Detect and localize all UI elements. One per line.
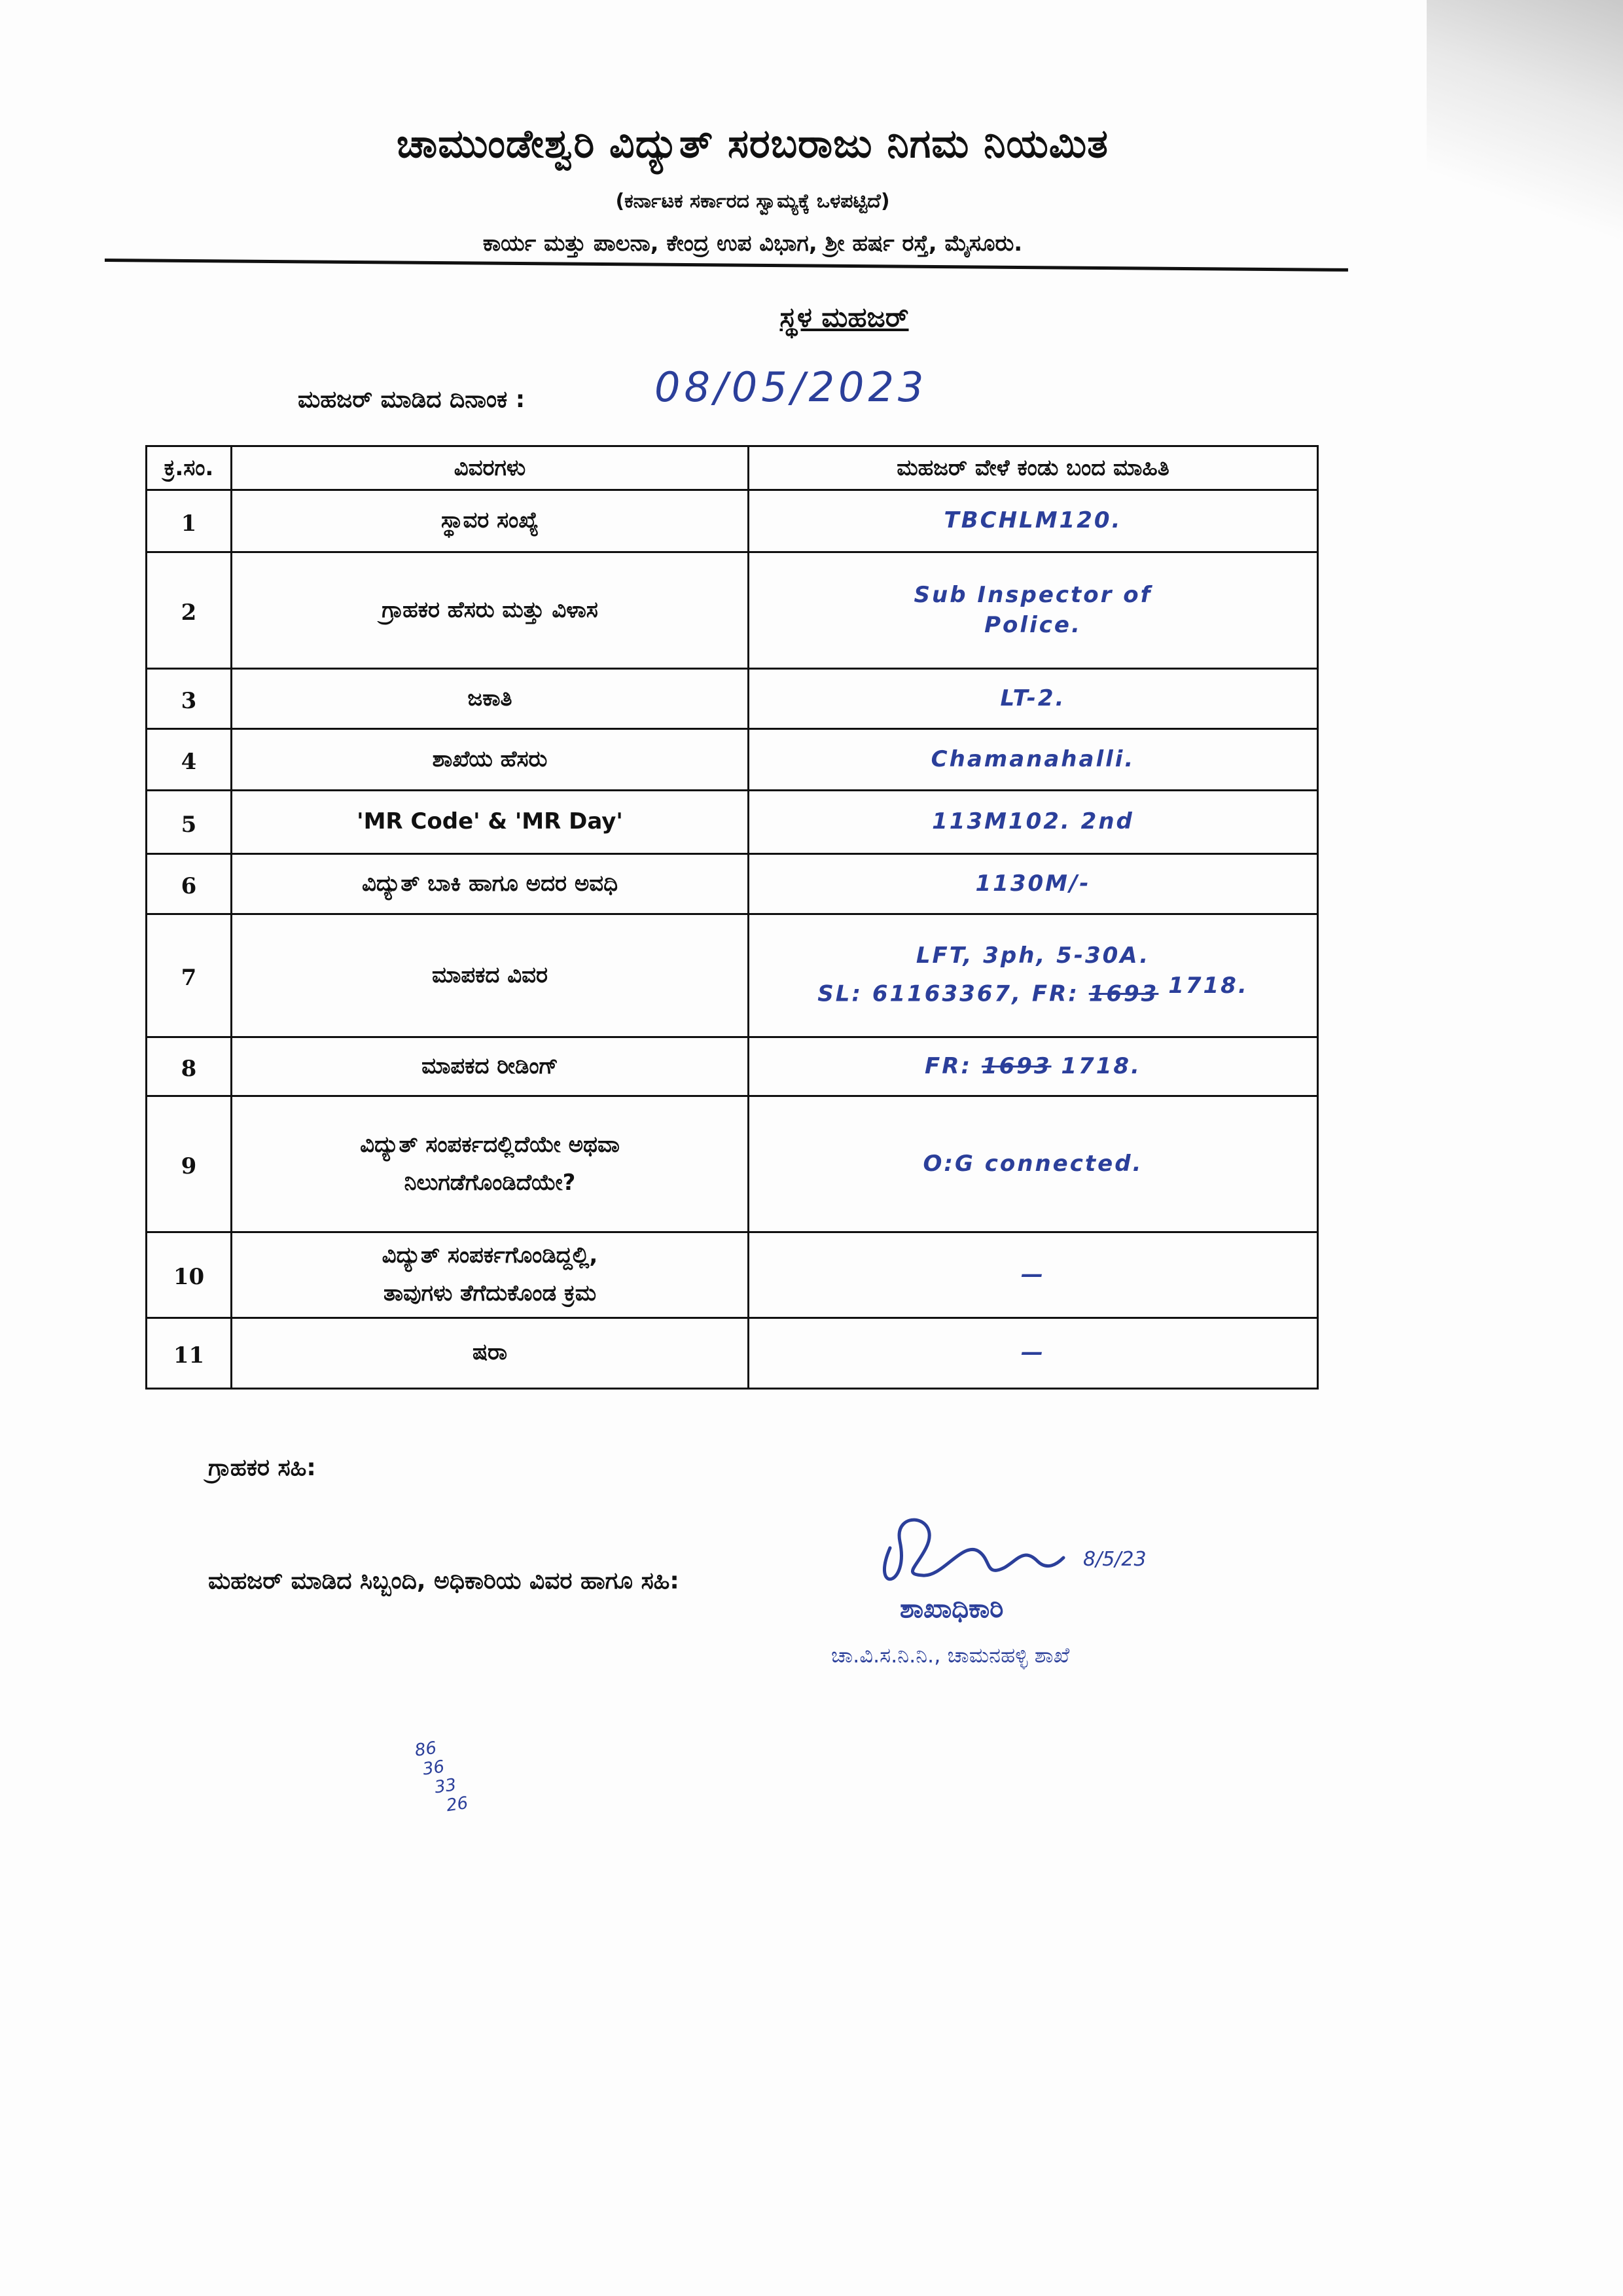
final-reading: 1718.	[1061, 1052, 1141, 1079]
table-header-row	[147, 446, 1318, 490]
row-value: 113M102. 2nd	[749, 791, 1318, 854]
row-number: 9	[147, 1096, 232, 1232]
officer-signature	[864, 1502, 1147, 1596]
row-value: LT-2.	[749, 669, 1318, 729]
header-observed: ಮಹಜರ್ ವೇಳೆ ಕಂಡು ಬಂದ ಮಾಹಿತಿ	[749, 446, 1318, 490]
stamp-title: ಶಾಖಾಧಿಕಾರಿ	[900, 1594, 1004, 1624]
stamp-office: ಚಾ.ವಿ.ಸ.ನಿ.ನಿ., ಚಾಮನಹಳ್ಳಿ ಶಾಖೆ	[831, 1643, 1070, 1668]
row-number: 2	[147, 552, 232, 669]
row-number: 10	[147, 1232, 232, 1318]
table-row	[147, 854, 1318, 914]
table-row	[147, 490, 1318, 552]
struck-reading: 1693	[981, 1052, 1052, 1079]
row-item-line: ನಿಲುಗಡೆಗೊಂಡಿದೆಯೇ?	[404, 1169, 576, 1196]
signature-date: 8/5/23	[1083, 1548, 1147, 1571]
margin-note: 36	[421, 1757, 446, 1780]
document-heading: ಸ್ಥಳ ಮಹಜರ್	[779, 301, 909, 333]
table-row	[147, 1318, 1318, 1388]
row-number: 1	[147, 490, 232, 552]
table-row	[147, 552, 1318, 669]
table-row	[147, 669, 1318, 729]
header-rule	[105, 259, 1348, 272]
row-value-line: Sub Inspector of	[914, 581, 1152, 608]
row-value: —	[749, 1232, 1318, 1318]
row-number: 6	[147, 854, 232, 914]
row-item-line: ವಿದ್ಯುತ್ ಸಂಪರ್ಕಗೊಂಡಿದ್ದಲ್ಲಿ,	[382, 1242, 598, 1268]
row-item: ಮಾಪಕದ ವಿವರ	[232, 914, 749, 1037]
mahazar-table	[145, 445, 1319, 1390]
table-row	[147, 1096, 1318, 1232]
row-item: ಶಾಖೆಯ ಹೆಸರು	[232, 729, 749, 791]
row-value: 1130M/-	[749, 854, 1318, 914]
header-serial: ಕ್ರ.ಸಂ.	[147, 446, 232, 490]
table-row	[147, 729, 1318, 791]
row-value: —	[749, 1318, 1318, 1388]
row-number: 8	[147, 1037, 232, 1096]
meter-serial: SL: 61163367, FR:	[817, 980, 1079, 1007]
row-value: Chamanahalli.	[749, 729, 1318, 791]
date-label: ಮಹಜರ್ ಮಾಡಿದ ದಿನಾಂಕ :	[298, 386, 526, 413]
table-row	[147, 791, 1318, 854]
row-value: O:G connected.	[749, 1096, 1318, 1232]
staff-signature-label: ಮಹಜರ್ ಮಾಡಿದ ಸಿಬ್ಬಂದಿ, ಅಧಿಕಾರಿಯ ವಿವರ ಹಾಗೂ ಸಹಿ:	[208, 1568, 679, 1594]
row-item: ಗ್ರಾಹಕರ ಹೆಸರು ಮತ್ತು ವಿಳಾಸ	[232, 552, 749, 669]
table-row	[147, 914, 1318, 1037]
row-number: 4	[147, 729, 232, 791]
row-value	[749, 1037, 1318, 1096]
row-item: ಸ್ಥಾವರ ಸಂಖ್ಯೆ	[232, 490, 749, 552]
row-item	[232, 1232, 749, 1318]
row-value: TBCHLM120.	[749, 490, 1318, 552]
header-details: ವಿವರಗಳು	[232, 446, 749, 490]
company-title: ಚಾಮುಂಡೇಶ್ವರಿ ವಿದ್ಯುತ್ ಸರಬರಾಜು ನಿಗಮ ನಿಯಮಿತ	[397, 121, 1109, 167]
row-item: 'MR Code' & 'MR Day'	[232, 791, 749, 854]
row-item	[232, 1096, 749, 1232]
date-row	[298, 363, 928, 414]
struck-reading: 1693	[1088, 980, 1159, 1007]
row-value-line	[756, 971, 1310, 1009]
margin-notes	[414, 1735, 469, 1819]
margin-note: 26	[445, 1793, 470, 1816]
row-number: 7	[147, 914, 232, 1037]
row-value-line: Police.	[984, 611, 1082, 638]
row-number: 11	[147, 1318, 232, 1388]
row-value	[749, 552, 1318, 669]
row-item: ವಿದ್ಯುತ್ ಬಾಕಿ ಹಾಗೂ ಅದರ ಅವಧಿ	[232, 854, 749, 914]
row-value	[749, 914, 1318, 1037]
customer-signature-label: ಗ್ರಾಹಕರ ಸಹಿ:	[208, 1454, 316, 1481]
corrected-reading: 1718.	[1168, 973, 1249, 999]
date-value: 08/05/2023	[654, 363, 928, 411]
row-item: ಷರಾ	[232, 1318, 749, 1388]
margin-note: 33	[433, 1775, 458, 1798]
company-subtitle: (ಕರ್ನಾಟಕ ಸರ್ಕಾರದ ಸ್ವಾಮ್ಯಕ್ಕೆ ಒಳಪಟ್ಟಿದೆ)	[615, 190, 890, 213]
row-item-line: ವಿದ್ಯುತ್ ಸಂಪರ್ಕದಲ್ಲಿದೆಯೇ ಅಥವಾ	[360, 1131, 620, 1158]
row-number: 3	[147, 669, 232, 729]
row-item: ಮಾಪಕದ ರೀಡಿಂಗ್	[232, 1037, 749, 1096]
margin-note: 86	[413, 1738, 438, 1761]
row-value-line: LFT, 3ph, 5-30A.	[916, 942, 1150, 969]
row-number: 5	[147, 791, 232, 854]
office-address: ಕಾರ್ಯ ಮತ್ತು ಪಾಲನಾ, ಕೇಂದ್ರ ಉಪ ವಿಭಾಗ, ಶ್ರೀ ಹರ್ಷ ರಸ್ತೆ, ಮೈಸೂರು.	[482, 230, 1023, 257]
reading-prefix: FR:	[925, 1052, 972, 1079]
table-row	[147, 1037, 1318, 1096]
row-item: ಜಕಾತಿ	[232, 669, 749, 729]
row-item-line: ತಾವುಗಳು ತೆಗೆದುಕೊಂಡ ಕ್ರಮ	[383, 1280, 597, 1306]
table-row	[147, 1232, 1318, 1318]
